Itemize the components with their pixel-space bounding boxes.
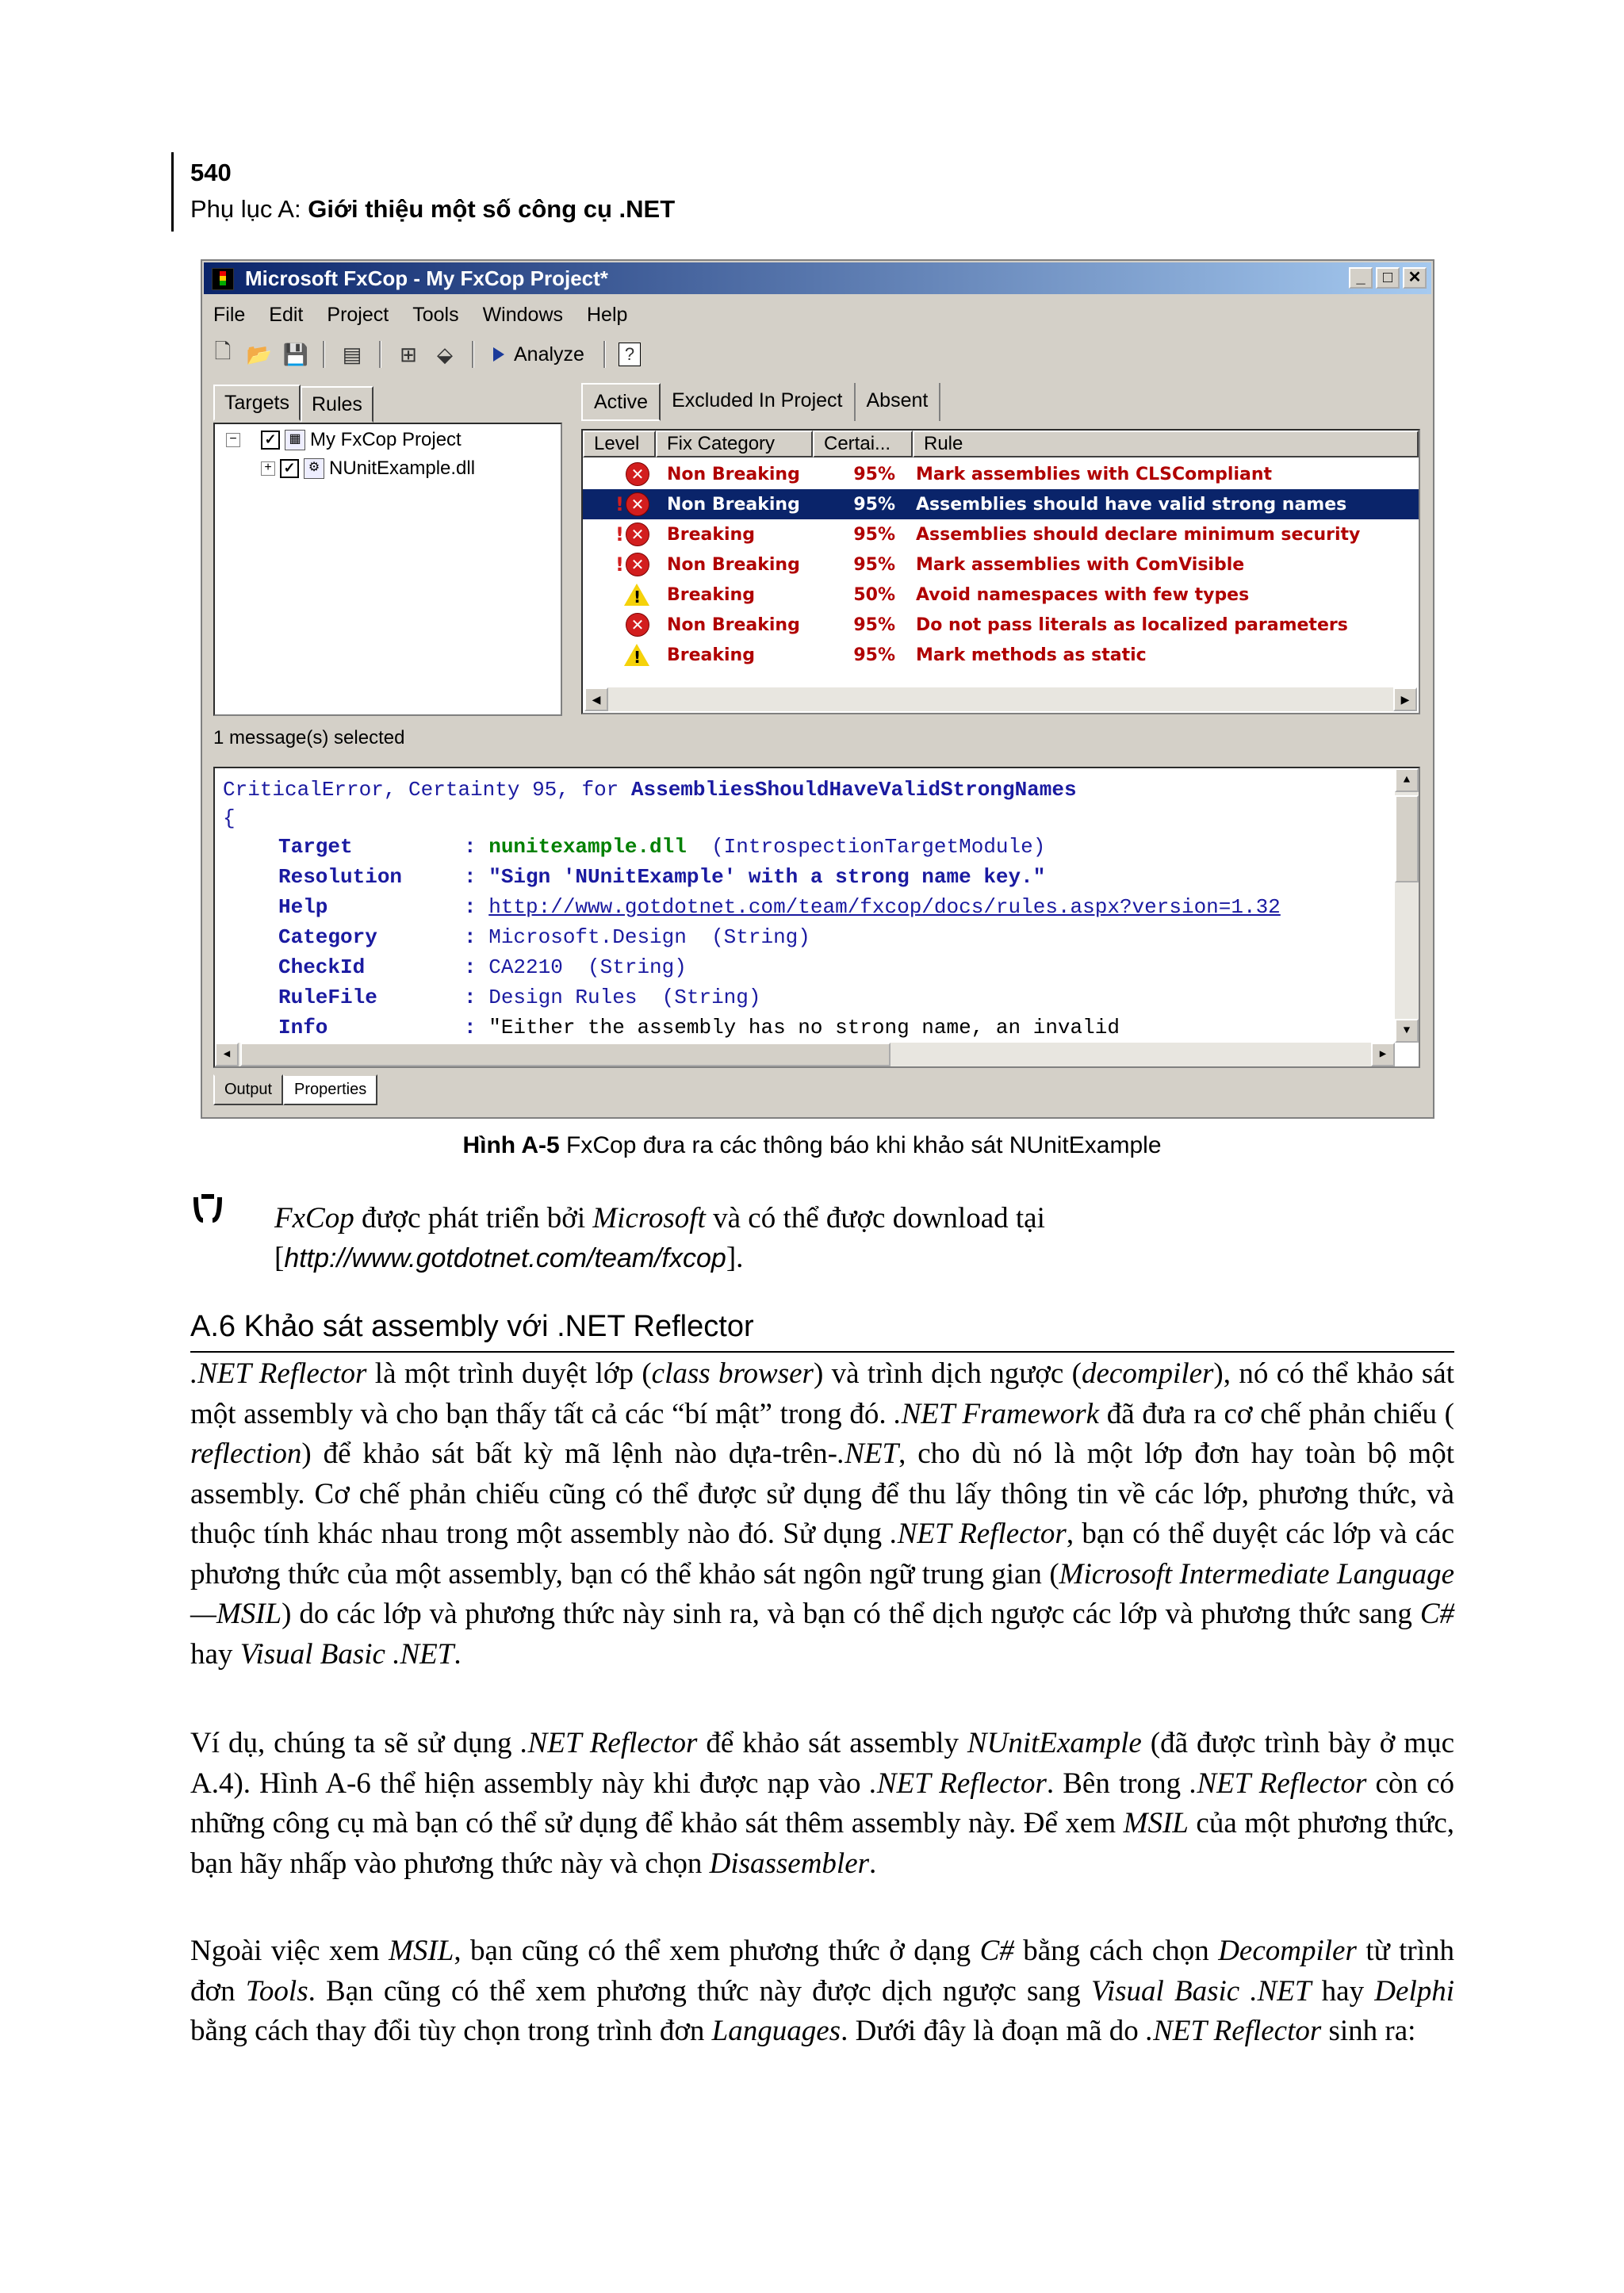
new-file-icon[interactable]: 🗋 xyxy=(214,339,232,363)
certainty-cell: 95% xyxy=(853,645,895,665)
rule-cell: Assemblies should declare minimum security xyxy=(916,524,1361,545)
rule-cell: Avoid namespaces with few types xyxy=(916,584,1250,605)
table-row[interactable] xyxy=(583,459,1419,489)
level-cell xyxy=(583,644,656,666)
scroll-down-icon[interactable]: ▼ xyxy=(1395,1019,1419,1043)
tab-absent[interactable]: Absent xyxy=(856,383,941,421)
fix-category-cell: Non Breaking xyxy=(667,614,800,635)
error-icon: ✕ xyxy=(626,553,649,576)
error-icon: ✕ xyxy=(626,492,649,516)
error-icon: ✕ xyxy=(626,462,649,486)
tree-label-project: My FxCop Project xyxy=(310,429,462,450)
collapse-icon[interactable]: − xyxy=(226,433,240,447)
rule-cell: Do not pass literals as localized parameters xyxy=(916,614,1348,635)
col-rule[interactable]: Rule xyxy=(913,431,1419,457)
section-heading: A.6 Khảo sát assembly với .NET Reflector xyxy=(190,1310,754,1343)
detail-field-target: Target : nunitexample.dll (IntrospectionTargetModule) xyxy=(278,835,1046,859)
certainty-cell: 50% xyxy=(853,584,895,605)
toolbar-separator xyxy=(323,341,325,368)
tab-active[interactable]: Active xyxy=(581,383,661,421)
fix-category-cell: Breaking xyxy=(667,524,755,545)
detail-field-category: Category : Microsoft.Design (String) xyxy=(278,925,810,949)
bottom-tabs xyxy=(213,1074,377,1105)
certainty-cell: 95% xyxy=(853,464,895,484)
menu-project[interactable]: Project xyxy=(327,304,389,326)
fix-category-cell: Non Breaking xyxy=(667,554,800,575)
add-rules-icon[interactable]: ⬙ xyxy=(437,342,453,366)
menu-windows[interactable]: Windows xyxy=(482,304,563,326)
fix-category-cell: Breaking xyxy=(667,645,755,665)
rule-cell: Mark methods as static xyxy=(916,645,1147,665)
rule-cell: Assemblies should have valid strong names xyxy=(916,494,1347,515)
help-icon[interactable]: ? xyxy=(619,343,641,366)
paragraph-decompiler: Ngoài việc xem MSIL, bạn cũng có thể xem phương thức ở dạng C# bằng cách chọn Decompiler từ trình đơn Tools. Bạn cũng có thể xem phương thức này được dịch ngược sang Visual Basic .NET hay Delphi bằng cách thay đổi tùy chọn trong trình đơn Languages. Dưới đây là đoạn mã do .NET Reflector sinh ra: xyxy=(190,1935,1454,2047)
assembly-icon: ⚙ xyxy=(304,458,324,479)
toolbar xyxy=(209,337,1427,372)
rule-cell: Mark assemblies with ComVisible xyxy=(916,554,1245,575)
toolbar-separator xyxy=(472,341,474,368)
add-target-icon[interactable]: ⊞ xyxy=(400,342,417,366)
detail-field-rulefile: RuleFile : Design Rules (String) xyxy=(278,986,761,1009)
fxcop-app-icon xyxy=(212,268,234,290)
level-cell xyxy=(583,523,656,546)
level-cell xyxy=(583,584,656,606)
detail-field-checkid: CheckId : CA2210 (String) xyxy=(278,955,687,979)
download-link[interactable]: http://www.gotdotnet.com/team/fxcop xyxy=(284,1243,726,1273)
maximize-button[interactable]: □ xyxy=(1376,267,1400,289)
detail-horizontal-scrollbar[interactable] xyxy=(215,1043,1395,1066)
fix-category-cell: Non Breaking xyxy=(667,464,800,484)
detail-field-info: Info : "Either the assembly has no strong name, an invalid xyxy=(278,1016,1120,1039)
figure-caption: Hình A-5 FxCop đưa ra các thông báo khi khảo sát NUnitExample xyxy=(462,1132,1162,1158)
expand-icon[interactable]: + xyxy=(261,461,275,476)
menu-edit[interactable]: Edit xyxy=(269,304,304,326)
paragraph-reflector-intro: .NET Reflector là một trình duyệt lớp (class browser) và trình dịch ngược (decompiler), nó có thể khảo sát một assembly và cho bạn thấy tất cả các “bí mật” trong đó. .NET Framework đã đưa ra cơ chế phản chiếu ( reflection) để khảo sát bất kỳ mã lệnh nào dựa-trên-.NET, cho dù nó là một lớp đơn hay toàn bộ một assembly. Cơ chế phản chiếu cũng có thể được sử dụng để thu lấy thông tin về các lớp, phương thức, và thuộc tính khác nhau trong một assembly nào đó. Sử dụng .NET Reflector, bạn có thể duyệt các lớp và các phương thức của một assembly, bạn có thể khảo sát ngôn ngữ trung gian (Microsoft Intermediate Language—MSIL) do các lớp và phương thức này sinh ra, và bạn có thể dịch ngược các lớp và phương thức sang C# hay Visual Basic .NET. xyxy=(190,1357,1455,1671)
toolbar-separator xyxy=(379,341,381,368)
certainty-cell: 95% xyxy=(853,494,895,515)
certainty-cell: 95% xyxy=(853,554,895,575)
checkbox-checked-icon[interactable]: ✓ xyxy=(261,431,280,450)
left-tabs xyxy=(213,386,373,423)
table-row[interactable] xyxy=(583,519,1419,549)
detail-field-resolution: Resolution : "Sign 'NUnitExample' with a strong name key." xyxy=(278,865,1046,889)
error-icon: ✕ xyxy=(626,613,649,637)
scroll-right-icon[interactable]: ▶ xyxy=(1393,687,1417,711)
save-report-icon[interactable]: ▤ xyxy=(342,342,362,366)
tab-rules[interactable]: Rules xyxy=(301,386,373,423)
detail-heading: CriticalError, Certainty 95, for AssembliesShouldHaveValidStrongNames xyxy=(223,778,1077,802)
window-title: Microsoft FxCop - My FxCop Project* xyxy=(245,266,608,290)
message-details xyxy=(213,767,1420,1068)
tab-excluded[interactable]: Excluded In Project xyxy=(661,383,855,421)
section-rule xyxy=(190,1351,1454,1353)
close-button[interactable]: ✕ xyxy=(1403,267,1427,289)
table-row[interactable] xyxy=(583,489,1419,519)
menu-file[interactable]: File xyxy=(213,304,246,326)
scroll-thumb[interactable] xyxy=(240,1043,891,1066)
analyze-button[interactable]: Analyze xyxy=(487,343,591,366)
title-bar[interactable] xyxy=(204,262,1431,294)
help-link[interactable]: http://www.gotdotnet.com/team/fxcop/docs/rules.aspx?version=1.32 xyxy=(488,895,1281,919)
download-note: FxCop được phát triển bởi Microsoft và có thể được download tại [http://www.gotdotnet.com/team/fxcop]. xyxy=(274,1202,1045,1274)
fxcop-window xyxy=(201,259,1434,1119)
open-folder-icon[interactable]: 📂 xyxy=(246,342,273,366)
menu-bar xyxy=(210,301,630,329)
table-row[interactable] xyxy=(583,549,1419,580)
save-icon[interactable]: 💾 xyxy=(282,342,309,366)
scroll-right-icon[interactable]: ▶ xyxy=(1371,1043,1395,1066)
warning-icon xyxy=(624,644,649,666)
grid-horizontal-scrollbar[interactable] xyxy=(584,687,1417,711)
minimize-button[interactable]: _ xyxy=(1349,267,1373,289)
messages-grid xyxy=(581,429,1420,714)
header-rule xyxy=(171,152,174,232)
project-icon: ▦ xyxy=(285,430,305,450)
error-icon: ✕ xyxy=(626,523,649,546)
col-certainty[interactable]: Certai... xyxy=(813,431,913,457)
warning-icon xyxy=(624,584,649,606)
breaking-flag-icon: ! xyxy=(615,523,624,545)
table-row[interactable] xyxy=(583,610,1419,640)
note-bullet-icon xyxy=(190,1191,225,1226)
level-cell xyxy=(583,492,656,516)
scroll-left-icon[interactable]: ◀ xyxy=(215,1043,239,1066)
paragraph-example: Ví dụ, chúng ta sẽ sử dụng .NET Reflector để khảo sát assembly NUnitExample (đã được trình bày ở mục A.4). Hình A-6 thể hiện assembly này khi được nạp vào .NET Reflector. Bên trong .NET Reflector còn có những công cụ mà bạn có thể sử dụng để khảo sát thêm assembly này. Để xem MSIL của một phương thức, bạn hãy nhấp vào phương thức này và chọn Disassembler. xyxy=(190,1727,1454,1880)
grid-header xyxy=(583,431,1419,457)
menu-tools[interactable]: Tools xyxy=(412,304,459,326)
scroll-thumb[interactable] xyxy=(1395,795,1419,882)
tab-output[interactable]: Output xyxy=(213,1074,283,1105)
breaking-flag-icon: ! xyxy=(615,493,624,515)
table-row[interactable] xyxy=(583,580,1419,610)
breaking-flag-icon: ! xyxy=(615,553,624,576)
rule-cell: Mark assemblies with CLSCompliant xyxy=(916,464,1273,484)
col-level[interactable]: Level xyxy=(583,431,656,457)
certainty-cell: 95% xyxy=(853,614,895,635)
tree-node-project[interactable] xyxy=(226,429,462,451)
scroll-left-icon[interactable]: ◀ xyxy=(584,687,608,711)
level-cell xyxy=(583,462,656,486)
level-cell xyxy=(583,613,656,637)
fix-category-cell: Breaking xyxy=(667,584,755,605)
detail-field-help: Help : http://www.gotdotnet.com/team/fxcop/docs/rules.aspx?version=1.32 xyxy=(278,895,1281,919)
message-tabs xyxy=(581,383,940,421)
tree-label-assembly: NUnitExample.dll xyxy=(329,457,476,479)
level-cell xyxy=(583,553,656,576)
detail-brace: { xyxy=(223,806,236,830)
table-row[interactable] xyxy=(583,640,1419,670)
certainty-cell: 95% xyxy=(853,524,895,545)
checkbox-checked-icon[interactable]: ✓ xyxy=(280,459,299,478)
col-fix-category[interactable]: Fix Category xyxy=(656,431,813,457)
status-text: 1 message(s) selected xyxy=(213,727,405,748)
chapter-header: Phụ lục A: Giới thiệu một số công cụ .NET xyxy=(190,195,676,223)
targets-tree xyxy=(213,423,562,716)
scroll-up-icon[interactable]: ▲ xyxy=(1395,768,1419,792)
fix-category-cell: Non Breaking xyxy=(667,494,800,515)
detail-vertical-scrollbar[interactable] xyxy=(1395,768,1419,1043)
tree-node-assembly[interactable] xyxy=(261,457,475,480)
page-number: 540 xyxy=(190,159,232,186)
tab-properties[interactable]: Properties xyxy=(283,1074,377,1105)
menu-help[interactable]: Help xyxy=(587,304,628,326)
play-icon xyxy=(493,347,504,362)
toolbar-separator xyxy=(603,341,606,368)
tab-targets[interactable]: Targets xyxy=(213,385,301,421)
